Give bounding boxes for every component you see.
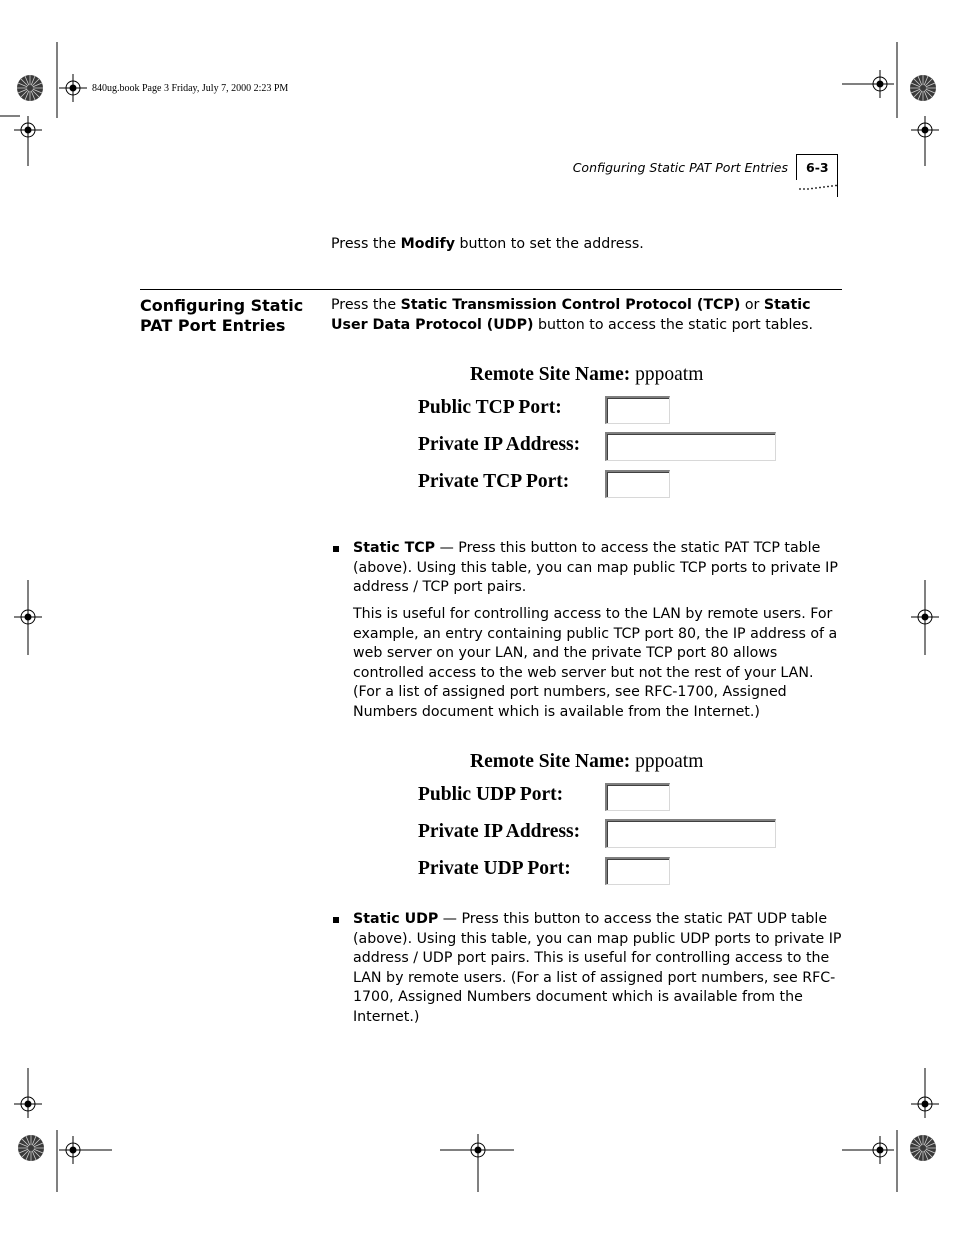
bullet-icon — [333, 546, 339, 552]
tcp-public-port-label: Public TCP Port: — [418, 397, 562, 418]
tcp-private-ip-label: Private IP Address: — [418, 434, 581, 455]
section-divider — [140, 289, 842, 290]
registration-target-icon — [866, 70, 894, 98]
tcp-remote-site-name: Remote Site Name: pppoatm — [470, 364, 704, 385]
intro-text: Press the Modify button to set the address. — [331, 236, 644, 252]
tab-dots — [798, 184, 838, 192]
public-tcp-port-input[interactable] — [605, 396, 670, 424]
modify-term: Modify — [400, 236, 455, 252]
udp-private-port-label: Private UDP Port: — [418, 858, 571, 879]
registration-target-icon — [911, 116, 939, 144]
static-udp-description: Static UDP — Press this button to access the static PAT UDP table (above). Using this table, you can map public UDP ports to private IP address / UDP port pairs. This is useful for controlling access to the LAN by remote users. (For a list of assigned port numbers, see RFC-1700, Assigned Numbers document which is available from the Internet.) — [353, 911, 842, 1025]
registration-target-icon — [866, 1136, 894, 1164]
running-title: Configuring Static PAT Port Entries — [572, 160, 788, 175]
private-tcp-port-input[interactable] — [605, 470, 670, 498]
section-heading: Configuring Static PAT Port Entries — [140, 296, 304, 335]
private-udp-port-input[interactable] — [605, 857, 670, 885]
udp-public-port-label: Public UDP Port: — [418, 784, 564, 805]
page-number: 6-3 — [806, 160, 829, 175]
registration-wheel-icon — [910, 1135, 936, 1161]
registration-target-icon — [59, 74, 87, 102]
registration-wheel-icon — [910, 75, 936, 101]
tcp-private-ip-input[interactable] — [605, 432, 776, 461]
section-body: Press the Static Transmission Control Protocol (TCP) or Static User Data Protocol (UDP) button to access the static port tables. — [331, 297, 814, 333]
registration-wheel-icon — [17, 75, 43, 101]
udp-remote-site-name: Remote Site Name: pppoatm — [470, 751, 704, 772]
registration-wheel-icon — [18, 1135, 44, 1161]
registration-target-icon — [911, 1090, 939, 1118]
static-tcp-description: Static TCP — Press this button to access the static PAT TCP table (above). Using this table, you can map public TCP ports to private IP address / TCP port pairs. — [353, 540, 838, 595]
udp-private-ip-input[interactable] — [605, 819, 776, 848]
public-udp-port-input[interactable] — [605, 783, 670, 811]
print-info: 840ug.book Page 3 Friday, July 7, 2000 2:23 PM — [92, 83, 289, 94]
bullet-icon — [333, 917, 339, 923]
registration-target-icon — [59, 1136, 87, 1164]
registration-target-icon — [14, 116, 42, 144]
static-tcp-paragraph: This is useful for controlling access to the LAN by remote users. For example, an entry containing public TCP port 80, the IP address of a web server on your LAN, and the private TCP port 80 allows controlled access to the web server but not the rest of your LAN. (For a list of assigned port numbers, see RFC-1700, Assigned Numbers document which is available from the Internet.) — [353, 606, 838, 720]
registration-target-icon — [14, 1090, 42, 1118]
tcp-private-port-label: Private TCP Port: — [418, 471, 570, 492]
udp-private-ip-label: Private IP Address: — [418, 821, 581, 842]
